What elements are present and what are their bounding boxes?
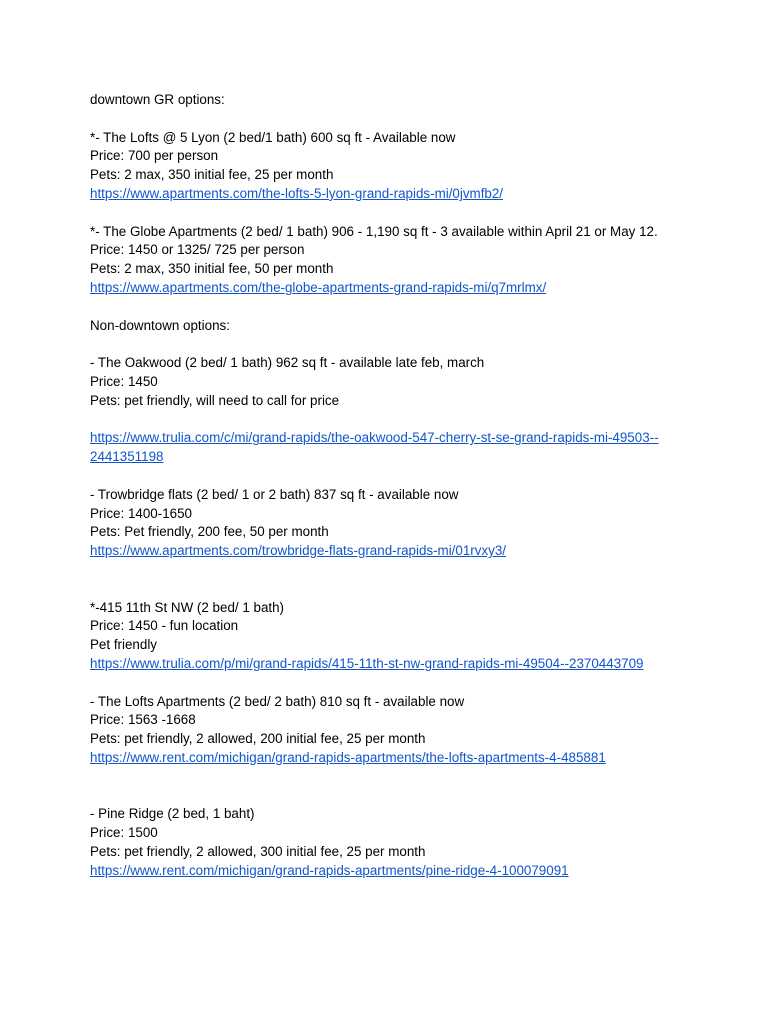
listing-pets: Pet friendly <box>90 637 157 653</box>
listing-link[interactable]: https://www.trulia.com/p/mi/grand-rapids/415-11th-st-nw-grand-rapids-mi-49504--2370443709 <box>90 655 644 671</box>
listing-link[interactable]: https://www.apartments.com/the-lofts-5-lyon-grand-rapids-mi/0jvmfb2/ <box>90 185 504 201</box>
listing-title: - Pine Ridge (2 bed, 1 baht) <box>90 806 255 822</box>
spacer <box>90 298 710 317</box>
listing-pets: Pets: 2 max, 350 initial fee, 25 per month <box>90 167 334 183</box>
spacer <box>90 110 710 129</box>
listing-link[interactable]: https://www.rent.com/michigan/grand-rapids-apartments/the-lofts-apartments-4-485881 <box>90 749 606 765</box>
document-page <box>90 91 710 880</box>
listing-title: - The Oakwood (2 bed/ 1 bath) 962 sq ft - available late feb, march <box>90 355 485 371</box>
listing-pets: Pets: pet friendly, will need to call for price <box>90 392 340 408</box>
listing-price: Price: 700 per person <box>90 148 219 164</box>
listing-price: Price: 1450 - fun location <box>90 618 239 634</box>
listing-lofts-apartments <box>90 693 710 768</box>
listing-price: Price: 1400-1650 <box>90 505 192 521</box>
spacer <box>90 768 710 787</box>
listing-trowbridge-flats <box>90 486 710 561</box>
heading-non-downtown: Non-downtown options: <box>90 317 230 333</box>
heading-downtown: downtown GR options: <box>90 92 225 107</box>
listing-link[interactable]: https://www.rent.com/michigan/grand-rapids-apartments/pine-ridge-4-100079091 <box>90 862 569 878</box>
spacer <box>90 204 710 223</box>
listing-title: *- The Globe Apartments (2 bed/ 1 bath) 906 - 1,190 sq ft - 3 available within April 21 or May 12. <box>90 223 658 239</box>
listing-pine-ridge <box>90 805 710 880</box>
listing-link-line-2[interactable]: 2441351198 <box>90 449 164 465</box>
listing-lofts-5-lyon <box>90 129 710 204</box>
listing-title: - The Lofts Apartments (2 bed/ 2 bath) 810 sq ft - available now <box>90 693 465 709</box>
listing-415-11th-st <box>90 599 710 674</box>
spacer <box>90 786 710 805</box>
listing-title: *- The Lofts @ 5 Lyon (2 bed/1 bath) 600 sq ft - Available now <box>90 129 456 145</box>
listing-pets: Pets: pet friendly, 2 allowed, 300 initial fee, 25 per month <box>90 843 426 859</box>
spacer <box>90 411 710 430</box>
spacer <box>90 561 710 580</box>
spacer <box>90 674 710 693</box>
listing-price: Price: 1500 <box>90 825 158 841</box>
listing-pets: Pets: pet friendly, 2 allowed, 200 initial fee, 25 per month <box>90 731 426 747</box>
listing-link[interactable]: https://www.apartments.com/the-globe-apartments-grand-rapids-mi/q7mrlmx/ <box>90 279 547 295</box>
listing-title: - Trowbridge flats (2 bed/ 1 or 2 bath) 837 sq ft - available now <box>90 486 459 502</box>
listing-price: Price: 1450 <box>90 373 158 389</box>
spacer <box>90 335 710 354</box>
listing-pets: Pets: Pet friendly, 200 fee, 50 per month <box>90 524 329 540</box>
spacer <box>90 467 710 486</box>
listing-link[interactable]: https://www.apartments.com/trowbridge-flats-grand-rapids-mi/01rvxy3/ <box>90 543 506 559</box>
listing-price: Price: 1563 -1668 <box>90 712 196 728</box>
listing-title: *-415 11th St NW (2 bed/ 1 bath) <box>90 599 285 615</box>
listing-globe-apartments <box>90 223 710 298</box>
spacer <box>90 580 710 599</box>
listing-oakwood <box>90 354 710 467</box>
listing-price: Price: 1450 or 1325/ 725 per person <box>90 242 305 258</box>
listing-link-line-1[interactable]: https://www.trulia.com/c/mi/grand-rapids/the-oakwood-547-cherry-st-se-grand-rapids-mi-49503-- <box>90 430 659 446</box>
listing-pets: Pets: 2 max, 350 initial fee, 50 per month <box>90 261 334 277</box>
